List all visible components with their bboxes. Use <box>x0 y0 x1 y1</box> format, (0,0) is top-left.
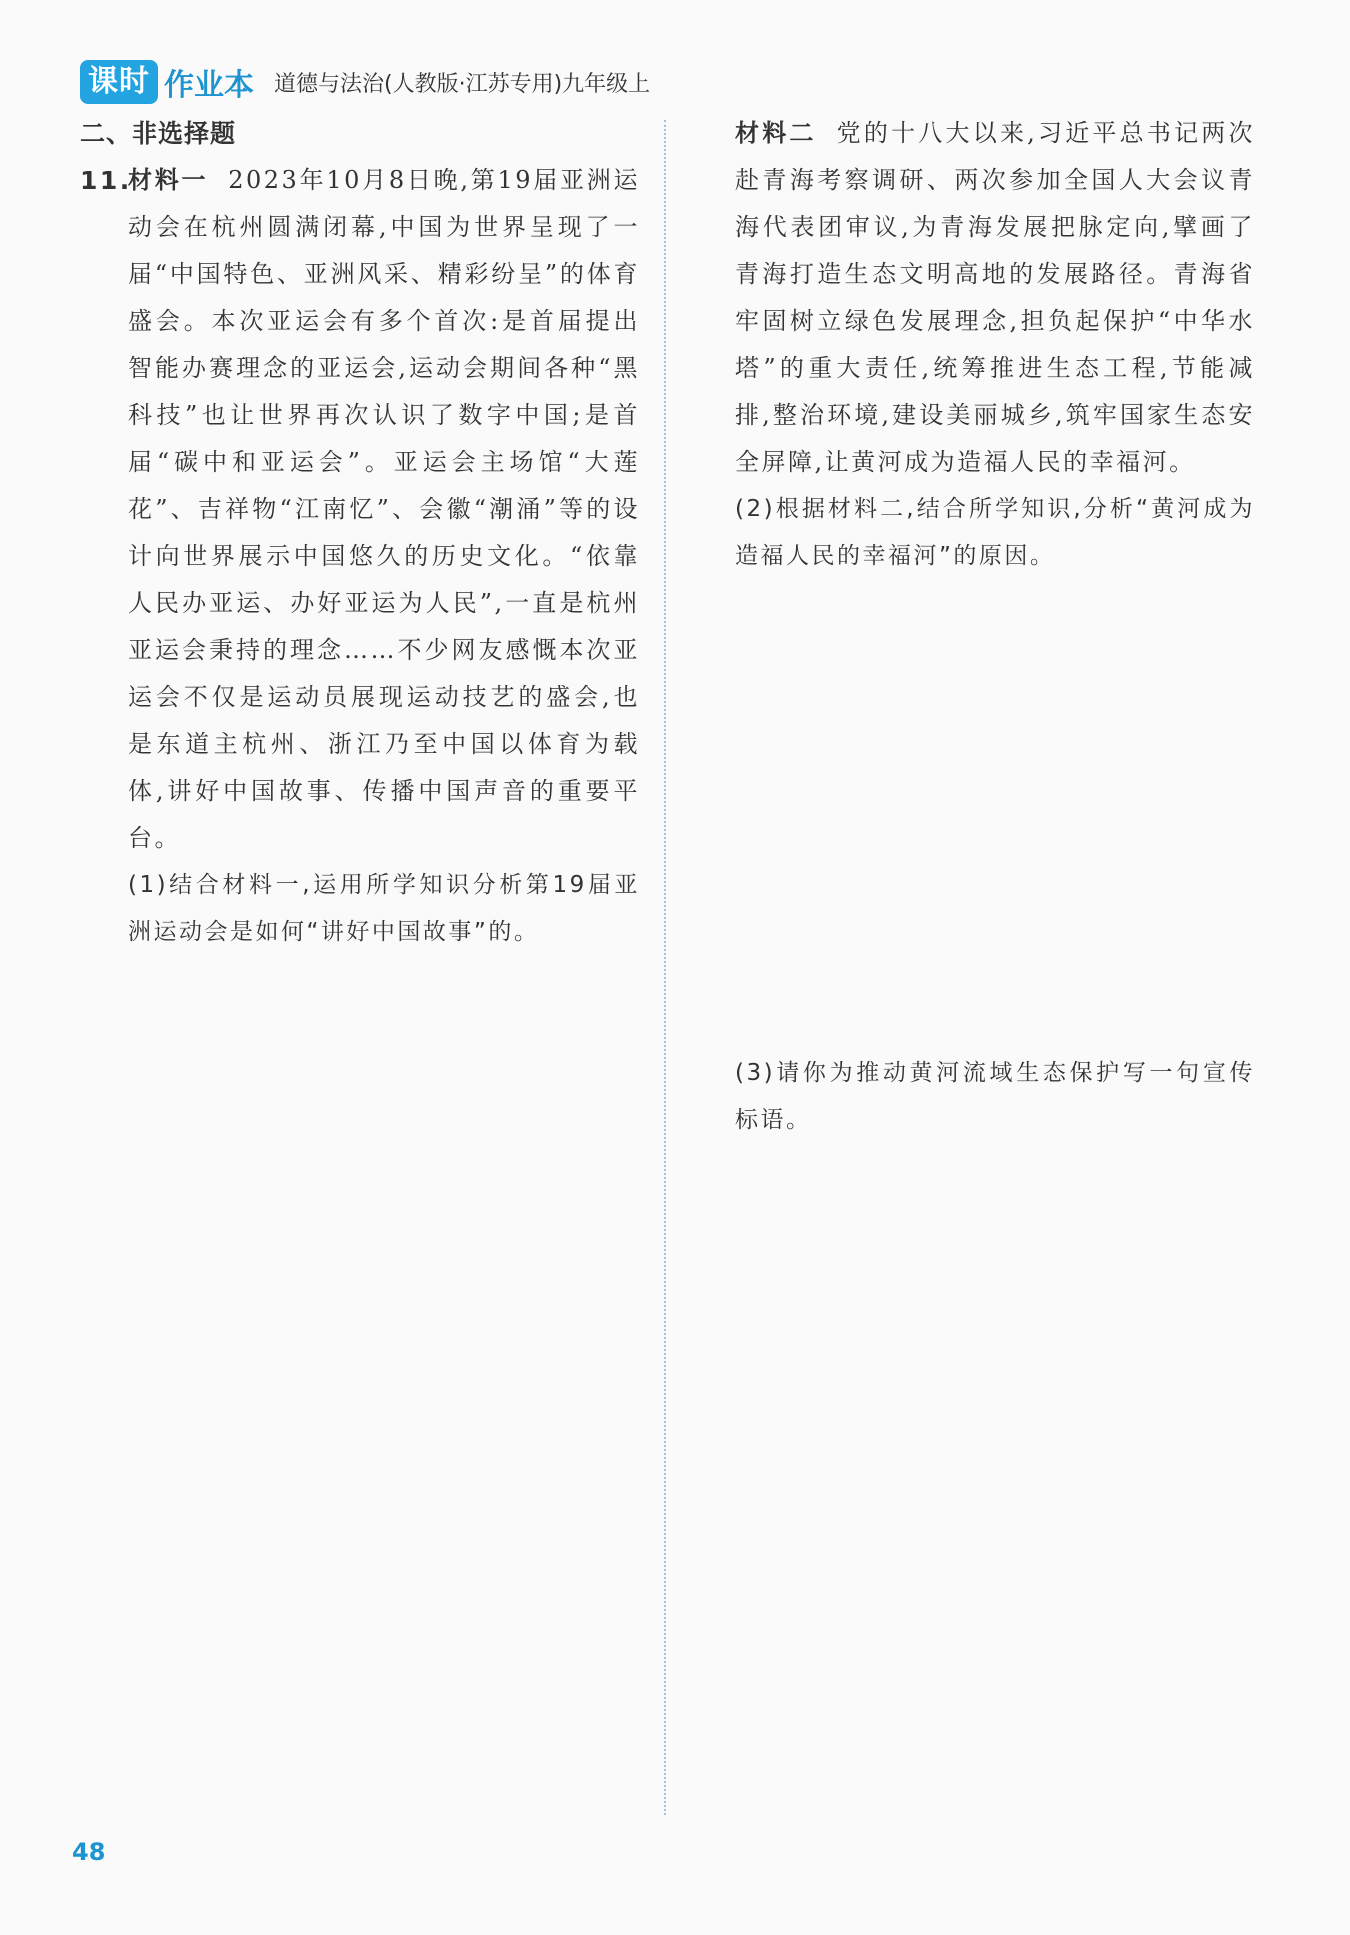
question-number: 11. <box>80 166 132 195</box>
sub-question-2: (2)根据材料二,结合所学知识,分析“黄河成为造福人民的幸福河”的原因。 <box>735 496 1255 569</box>
left-column <box>80 110 640 956</box>
material-two-paragraph <box>735 110 1255 486</box>
answer-space-2[interactable] <box>735 580 1255 1050</box>
brand-logo-text: 作业本 <box>164 68 254 103</box>
section-heading: 二、非选择题 <box>80 119 237 148</box>
page-header <box>80 58 650 106</box>
subject-title: 道德与法治(人教版·江苏专用)九年级上 <box>274 71 651 97</box>
material-one-label: 材料一 <box>128 166 209 194</box>
page-number: 48 <box>72 1838 106 1866</box>
material-two-text: 党的十八大以来,习近平总书记两次赴青海考察调研、两次参加全国人大会议青海代表团审议,为青海发展把脉定向,擘画了青海打造生态文明高地的发展路径。青海省牢固树立绿色发展理念,担负起保护“中华水塔”的重大责任,统筹推进生态工程,节能减排,整治环境,建设美丽城乡,筑牢国家生态安全屏障,让黄河成为造福人民的幸福河。 <box>735 119 1256 476</box>
question-11 <box>80 157 640 956</box>
column-divider <box>664 120 666 1815</box>
right-column <box>735 110 1255 1144</box>
brand-logo-badge: 课时 <box>80 60 158 104</box>
sub-question-1: (1)结合材料一,运用所学知识分析第19届亚洲运动会是如何“讲好中国故事”的。 <box>128 872 640 945</box>
material-one-paragraph <box>128 157 640 862</box>
material-two-label: 材料二 <box>735 119 817 147</box>
sub-question-3: (3)请你为推动黄河流域生态保护写一句宣传标语。 <box>735 1060 1255 1133</box>
material-one-text: 2023年10月8日晚,第19届亚洲运动会在杭州圆满闭幕,中国为世界呈现了一届“中国特色、亚洲风采、精彩纷呈”的体育盛会。本次亚运会有多个首次:是首届提出智能办赛理念的亚运会,运动会期间各种“黑科技”也让世界再次认识了数字中国;是首届“碳中和亚运会”。亚运会主场馆“大莲花”、吉祥物“江南忆”、会徽“潮涌”等的设计向世界展示中国悠久的历史文化。“依靠人民办亚运、办好亚运为人民”,一直是杭州亚运会秉持的理念……不少网友感慨本次亚运会不仅是运动员展现运动技艺的盛会,也是东道主杭州、浙江乃至中国以体育为载体,讲好中国故事、传播中国声音的重要平台。 <box>128 166 641 852</box>
